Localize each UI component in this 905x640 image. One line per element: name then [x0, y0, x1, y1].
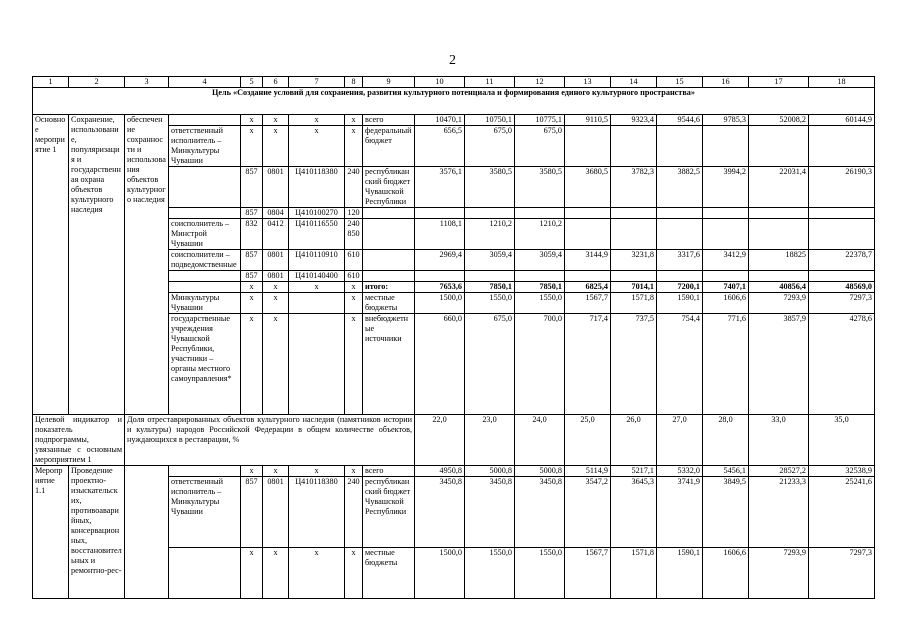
executor-cell: ответственный исполнитель – Минкультуры Чувашии	[169, 126, 241, 167]
target-article-code: Ц410140400	[289, 271, 345, 282]
target-article-code: Ц410118380	[289, 477, 345, 548]
amount-cell: 1550,0	[515, 293, 565, 314]
amount-cell: 7850,1	[515, 282, 565, 293]
expense-type-code: х	[345, 282, 363, 293]
amount-cell: 656,5	[415, 126, 465, 167]
amount-cell: 3450,8	[465, 477, 515, 548]
amount-cell: 18825	[749, 250, 809, 271]
amount-cell: 9785,3	[703, 115, 749, 126]
amount-cell: 1550,0	[465, 293, 515, 314]
funding-source: местные бюджеты	[363, 293, 415, 314]
amount-cell	[611, 126, 657, 167]
target-article-code: Ц410110910	[289, 250, 345, 271]
section-code: 0804	[263, 208, 289, 219]
amount-cell	[565, 271, 611, 282]
indicator-value: 26,0	[611, 415, 657, 466]
amount-cell: 9544,6	[657, 115, 703, 126]
amount-cell	[565, 219, 611, 250]
executor-cell	[169, 208, 241, 219]
section-code: х	[263, 282, 289, 293]
grbs-code: 857	[241, 477, 263, 548]
expense-type-code: х	[345, 466, 363, 477]
amount-cell: 3645,3	[611, 477, 657, 548]
amount-cell: 7014,1	[611, 282, 657, 293]
column-number: 6	[263, 77, 289, 88]
funding-source: всего	[363, 466, 415, 477]
amount-cell	[611, 208, 657, 219]
target-article-code: х	[289, 126, 345, 167]
grbs-code: 857	[241, 271, 263, 282]
amount-cell: 675,0	[465, 314, 515, 415]
measure-name: Мероприятие 1.1	[33, 466, 69, 599]
amount-cell: 1500,0	[415, 293, 465, 314]
grbs-code: х	[241, 115, 263, 126]
amount-cell: 3450,8	[515, 477, 565, 548]
amount-cell: 3547,2	[565, 477, 611, 548]
amount-cell: 5332,0	[657, 466, 703, 477]
amount-cell: 10470,1	[415, 115, 465, 126]
indicator-value: 35,0	[809, 415, 875, 466]
amount-cell: 3412,9	[703, 250, 749, 271]
amount-cell: 21233,3	[749, 477, 809, 548]
target-article-code	[289, 314, 345, 415]
executor-cell: соисполнители – подведомственные	[169, 250, 241, 271]
column-number: 3	[125, 77, 169, 88]
column-number: 14	[611, 77, 657, 88]
amount-cell: 7200,1	[657, 282, 703, 293]
funding-source: федеральный бюджет	[363, 126, 415, 167]
grbs-code: 857	[241, 167, 263, 208]
indicator-value: 28,0	[703, 415, 749, 466]
section-code: 0801	[263, 271, 289, 282]
amount-cell: 717,4	[565, 314, 611, 415]
column-number-row	[33, 77, 875, 88]
amount-cell: 1550,0	[515, 548, 565, 599]
amount-cell: 25241,6	[809, 477, 875, 548]
amount-cell: 5000,8	[515, 466, 565, 477]
indicator-value: 33,0	[749, 415, 809, 466]
funding-source: внебюджетные источники	[363, 314, 415, 415]
amount-cell	[749, 208, 809, 219]
executor-cell: Минкультуры Чувашии	[169, 293, 241, 314]
executor-cell	[169, 115, 241, 126]
amount-cell: 3857,9	[749, 314, 809, 415]
section-code: х	[263, 548, 289, 599]
amount-cell: 3059,4	[465, 250, 515, 271]
amount-cell: 1210,2	[465, 219, 515, 250]
amount-cell: 9110,5	[565, 115, 611, 126]
amount-cell	[657, 219, 703, 250]
section-code: 0801	[263, 477, 289, 548]
measure-title: Сохранение, использование, популяризация и государственная охрана объектов культурного наследия	[69, 115, 125, 415]
amount-cell: 7850,1	[465, 282, 515, 293]
expense-type-code: 120	[345, 208, 363, 219]
expense-type-code: 610	[345, 250, 363, 271]
measure-goal	[125, 466, 169, 599]
amount-cell	[703, 219, 749, 250]
measure-name: Основное мероприятие 1	[33, 115, 69, 415]
expense-type-code: х	[345, 293, 363, 314]
executor-cell: ответственный исполнитель – Минкультуры Чувашии	[169, 477, 241, 548]
amount-cell: 5114,9	[565, 466, 611, 477]
amount-cell: 3231,8	[611, 250, 657, 271]
funding-source: местные бюджеты	[363, 548, 415, 599]
amount-cell: 7653,6	[415, 282, 465, 293]
amount-cell	[565, 126, 611, 167]
grbs-code: х	[241, 293, 263, 314]
amount-cell: 1606,6	[703, 548, 749, 599]
budget-table	[32, 76, 875, 599]
grbs-code: х	[241, 314, 263, 415]
target-article-code: х	[289, 548, 345, 599]
column-number: 16	[703, 77, 749, 88]
funding-source	[363, 271, 415, 282]
section-code: 0801	[263, 167, 289, 208]
section-code: х	[263, 293, 289, 314]
target-article-code: Ц410100270	[289, 208, 345, 219]
amount-cell: 10775,1	[515, 115, 565, 126]
amount-cell	[809, 126, 875, 167]
amount-cell	[703, 271, 749, 282]
measure-goal: обеспечение сохранности и использования объектов культурного наследия	[125, 115, 169, 415]
amount-cell	[415, 208, 465, 219]
amount-cell: 754,4	[657, 314, 703, 415]
amount-cell: 10750,1	[465, 115, 515, 126]
amount-cell: 1210,2	[515, 219, 565, 250]
table-row	[33, 115, 875, 126]
amount-cell	[657, 208, 703, 219]
amount-cell: 675,0	[465, 126, 515, 167]
amount-cell: 700,0	[515, 314, 565, 415]
amount-cell: 1567,7	[565, 548, 611, 599]
target-article-code: Ц410118380	[289, 167, 345, 208]
executor-cell: государственные учреждения Чувашской Республики, участники – органы местного самоуправления*	[169, 314, 241, 415]
amount-cell: 737,5	[611, 314, 657, 415]
column-number: 18	[809, 77, 875, 88]
amount-cell: 5000,8	[465, 466, 515, 477]
grbs-code: х	[241, 466, 263, 477]
goal-row	[33, 88, 875, 115]
amount-cell: 5456,1	[703, 466, 749, 477]
section-code: х	[263, 115, 289, 126]
amount-cell	[703, 126, 749, 167]
expense-type-code: 240	[345, 477, 363, 548]
amount-cell: 3882,5	[657, 167, 703, 208]
column-number: 15	[657, 77, 703, 88]
amount-cell	[749, 219, 809, 250]
amount-cell: 7297,3	[809, 548, 875, 599]
amount-cell	[415, 271, 465, 282]
target-article-code: х	[289, 466, 345, 477]
executor-cell	[169, 167, 241, 208]
expense-type-code: х	[345, 548, 363, 599]
funding-source: всего	[363, 115, 415, 126]
amount-cell: 1108,1	[415, 219, 465, 250]
executor-cell	[169, 466, 241, 477]
executor-cell	[169, 282, 241, 293]
expense-type-code: 240	[345, 167, 363, 208]
amount-cell: 60144,9	[809, 115, 875, 126]
amount-cell: 7293,9	[749, 548, 809, 599]
amount-cell: 5217,1	[611, 466, 657, 477]
amount-cell: 3576,1	[415, 167, 465, 208]
expense-type-code: 610	[345, 271, 363, 282]
amount-cell: 1500,0	[415, 548, 465, 599]
table-row	[33, 466, 875, 477]
amount-cell: 48569,0	[809, 282, 875, 293]
amount-cell	[703, 208, 749, 219]
expense-type-code: х	[345, 314, 363, 415]
amount-cell: 28527,2	[749, 466, 809, 477]
amount-cell: 26190,3	[809, 167, 875, 208]
grbs-code: х	[241, 126, 263, 167]
executor-cell	[169, 548, 241, 599]
target-article-code: х	[289, 282, 345, 293]
column-number: 2	[69, 77, 125, 88]
expense-type-code: х	[345, 126, 363, 167]
indicator-label: Целевой индикатор и показатель подпрограммы, увязанные с основным мероприятием 1	[33, 415, 125, 466]
column-number: 8	[345, 77, 363, 88]
section-code: х	[263, 466, 289, 477]
amount-cell: 3782,3	[611, 167, 657, 208]
amount-cell: 7407,1	[703, 282, 749, 293]
amount-cell	[465, 208, 515, 219]
grbs-code: х	[241, 548, 263, 599]
budget-table-sheet	[32, 76, 874, 599]
amount-cell: 3580,5	[465, 167, 515, 208]
measure-title: Проведение проектно-изыскательских, противоаварийных, консервационных, восстановительных и ремонтно-рес-	[69, 466, 125, 599]
amount-cell: 40856,4	[749, 282, 809, 293]
column-number: 1	[33, 77, 69, 88]
amount-cell	[611, 219, 657, 250]
section-code: х	[263, 314, 289, 415]
grbs-code: х	[241, 282, 263, 293]
amount-cell: 3580,5	[515, 167, 565, 208]
executor-cell: соисполнитель – Минстрой Чувашии	[169, 219, 241, 250]
amount-cell: 1550,0	[465, 548, 515, 599]
amount-cell	[611, 271, 657, 282]
funding-source	[363, 208, 415, 219]
amount-cell	[515, 208, 565, 219]
column-number: 13	[565, 77, 611, 88]
amount-cell: 3994,2	[703, 167, 749, 208]
column-number: 10	[415, 77, 465, 88]
expense-type-code: х	[345, 115, 363, 126]
target-article-code	[289, 293, 345, 314]
column-number: 7	[289, 77, 345, 88]
amount-cell: 3059,4	[515, 250, 565, 271]
amount-cell: 7297,3	[809, 293, 875, 314]
section-code: х	[263, 126, 289, 167]
indicator-value: 24,0	[515, 415, 565, 466]
indicator-value: 23,0	[465, 415, 515, 466]
executor-cell	[169, 271, 241, 282]
amount-cell: 3849,5	[703, 477, 749, 548]
indicator-value: 22,0	[415, 415, 465, 466]
grbs-code: 857	[241, 208, 263, 219]
section-code: 0801	[263, 250, 289, 271]
amount-cell: 1567,7	[565, 293, 611, 314]
amount-cell: 1590,1	[657, 548, 703, 599]
amount-cell: 7293,9	[749, 293, 809, 314]
amount-cell: 3450,8	[415, 477, 465, 548]
amount-cell: 3317,6	[657, 250, 703, 271]
amount-cell: 6825,4	[565, 282, 611, 293]
funding-source: республиканский бюджет Чувашской Республики	[363, 167, 415, 208]
amount-cell: 22031,4	[749, 167, 809, 208]
funding-source	[363, 250, 415, 271]
amount-cell: 1571,8	[611, 548, 657, 599]
column-number: 9	[363, 77, 415, 88]
amount-cell	[465, 271, 515, 282]
amount-cell	[657, 271, 703, 282]
amount-cell	[515, 271, 565, 282]
funding-source: итого:	[363, 282, 415, 293]
column-number: 5	[241, 77, 263, 88]
amount-cell: 1590,1	[657, 293, 703, 314]
amount-cell	[809, 271, 875, 282]
column-number: 11	[465, 77, 515, 88]
section-code: 0412	[263, 219, 289, 250]
amount-cell: 9323,4	[611, 115, 657, 126]
amount-cell	[749, 126, 809, 167]
amount-cell: 771,6	[703, 314, 749, 415]
column-number: 17	[749, 77, 809, 88]
grbs-code: 832	[241, 219, 263, 250]
amount-cell: 3680,5	[565, 167, 611, 208]
amount-cell: 3144,9	[565, 250, 611, 271]
amount-cell	[565, 208, 611, 219]
indicator-row	[33, 415, 875, 466]
amount-cell: 22378,7	[809, 250, 875, 271]
amount-cell: 2969,4	[415, 250, 465, 271]
indicator-value: 27,0	[657, 415, 703, 466]
amount-cell	[657, 126, 703, 167]
amount-cell: 4278,6	[809, 314, 875, 415]
amount-cell	[809, 219, 875, 250]
indicator-value: 25,0	[565, 415, 611, 466]
grbs-code: 857	[241, 250, 263, 271]
target-article-code: Ц410116550	[289, 219, 345, 250]
amount-cell: 660,0	[415, 314, 465, 415]
amount-cell: 675,0	[515, 126, 565, 167]
amount-cell: 3741,9	[657, 477, 703, 548]
indicator-text: Доля отреставрированных объектов культурного наследия (памятников истории и культуры) народов Российской Федерации в общем количестве объектов, нуждающихся в реставрации, %	[125, 415, 415, 466]
amount-cell	[749, 271, 809, 282]
page-number: 2	[449, 53, 456, 68]
column-number: 4	[169, 77, 241, 88]
amount-cell: 32538,9	[809, 466, 875, 477]
amount-cell: 1571,8	[611, 293, 657, 314]
amount-cell: 1606,6	[703, 293, 749, 314]
expense-type-code: 240 850	[345, 219, 363, 250]
goal-title: Цель «Создание условий для сохранения, развития культурного потенциала и формирования единого культурного пространства»	[33, 88, 875, 115]
amount-cell	[809, 208, 875, 219]
funding-source	[363, 219, 415, 250]
amount-cell: 4950,8	[415, 466, 465, 477]
amount-cell: 52008,2	[749, 115, 809, 126]
funding-source: республиканский бюджет Чувашской Республики	[363, 477, 415, 548]
column-number: 12	[515, 77, 565, 88]
target-article-code: х	[289, 115, 345, 126]
